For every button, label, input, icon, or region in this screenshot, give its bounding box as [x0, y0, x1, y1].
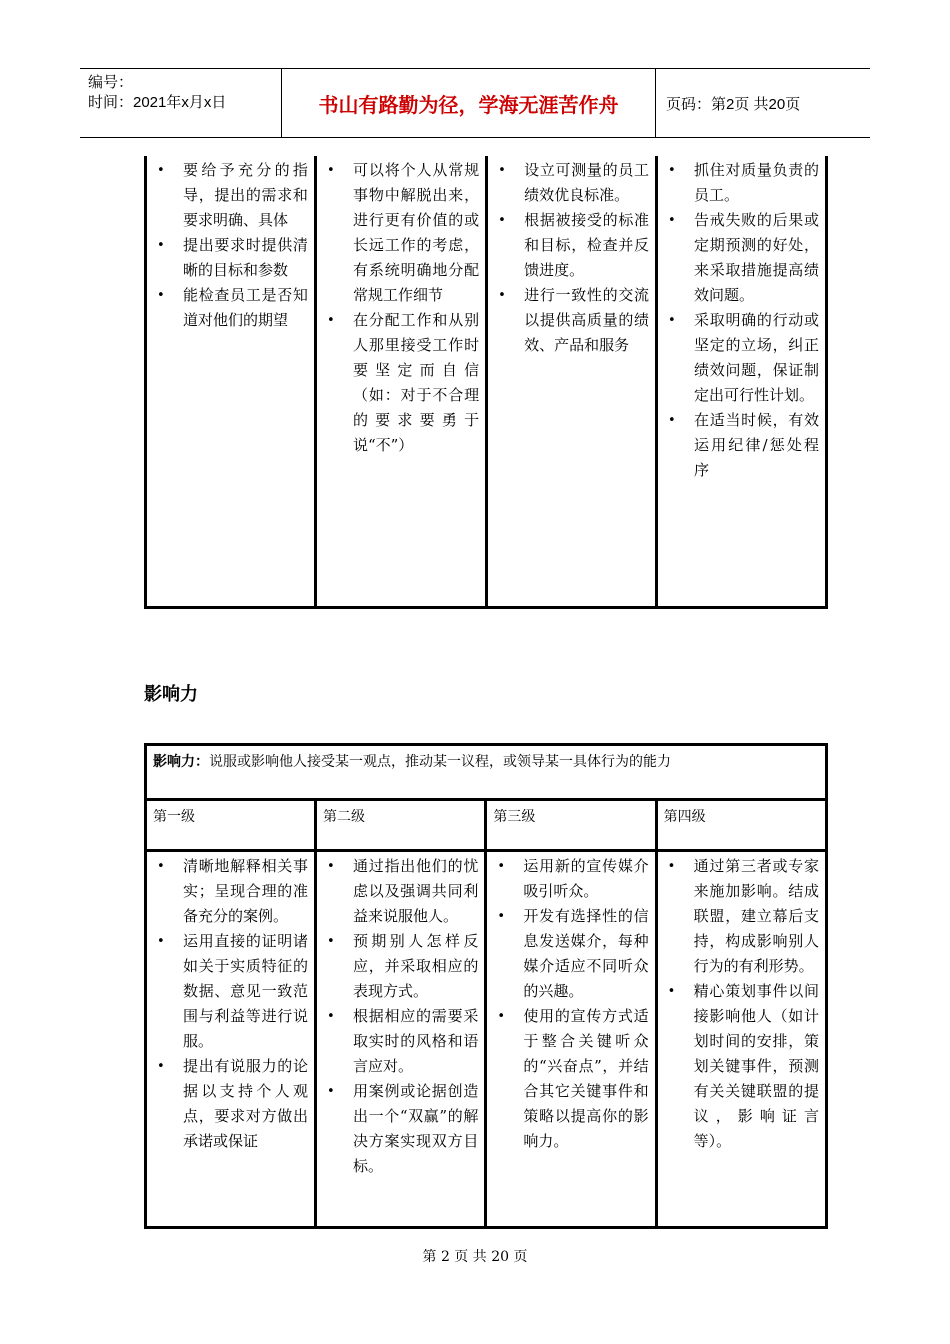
time-label: 时间：2021年x月x日 [88, 94, 227, 111]
table2-column [316, 851, 486, 1228]
bullet-item: • 提出有说服力的论据以支持个人观点，要求对方做出承诺或保证 [153, 1054, 308, 1154]
table2-column [486, 851, 656, 1228]
level-header: 第一级 [146, 800, 316, 851]
bullet-item: • 能检查员工是否知道对他们的期望 [153, 283, 308, 333]
influence-label: 影响力： [153, 754, 209, 770]
bullet-item: • 设立可测量的员工绩效优良标准。 [494, 158, 649, 208]
bullet-item: • 采取明确的行动或坚定的立场，纠正绩效问题，保证制定出可行性计划。 [664, 308, 819, 408]
bullet-item: • 抓住对质量负责的员工。 [664, 158, 819, 208]
bullet-item: • 根据相应的需要采取实时的风格和语言应对。 [323, 1004, 478, 1079]
bullet-item: • 运用新的宣传媒介吸引听众。 [493, 854, 648, 904]
level-header: 第三级 [486, 800, 656, 851]
bullet-item: • 用案例或论据创造出一个“双赢”的解决方案实现双方目标。 [323, 1079, 478, 1179]
page-footer: 第 2 页 共 20 页 [422, 1249, 528, 1265]
bullet-item: • 清晰地解释相关事实；呈现合理的准备充分的案例。 [153, 854, 308, 929]
level-header: 第二级 [316, 800, 486, 851]
table2-column [146, 851, 316, 1228]
influence-description [146, 745, 827, 800]
bullet-item: • 使用的宣传方式适于整合关键听众的“兴奋点”，并结合其它关键事件和策略以提高你的影响力。 [493, 1004, 648, 1154]
bullet-item: • 要给予充分的指导，提出的需求和要求明确、具体 [153, 158, 308, 233]
bullet-item: • 精心策划事件以间接影响他人（如计划时间的安排，策划关键事件，预测有关关键联盟的提议，影响证言等）。 [664, 979, 819, 1154]
bullet-item: • 根据被接受的标准和目标，检查并反馈进度。 [494, 208, 649, 283]
responsibility-table [144, 156, 828, 609]
bullet-item: • 通过第三者或专家来施加影响。结成联盟，建立幕后支持，构成影响别人行为的有利形势。 [664, 854, 819, 979]
bullet-item: • 通过指出他们的忧虑以及强调共同利益来说服他人。 [323, 854, 478, 929]
bullet-item: • 在适当时候，有效运用纪律/惩处程序 [664, 408, 819, 483]
number-label: 编号： [88, 74, 134, 91]
table1-column [657, 156, 827, 608]
bullet-item: • 进行一致性的交流以提供高质量的绩效、产品和服务 [494, 283, 649, 358]
page-header [80, 68, 870, 138]
bullet-item: • 开发有选择性的信息发送媒介，每种媒介适应不同听众的兴趣。 [493, 904, 648, 1004]
bullet-item: • 在分配工作和从别人那里接受工作时要坚定而自信（如：对于不合理的要求要勇于说“不”） [323, 308, 479, 458]
level-header: 第四级 [656, 800, 826, 851]
page-info: 页码：第2页 共20页 [666, 95, 801, 113]
motto: 书山有路勤为径，学海无涯苦作舟 [282, 69, 656, 137]
bullet-item: • 运用直接的证明诸如关于实质特征的数据、意见一致范围与利益等进行说服。 [153, 929, 308, 1054]
bullet-item: • 预期别人怎样反应，并采取相应的表现方式。 [323, 929, 478, 1004]
table1-column [487, 156, 657, 608]
influence-definition: 说服或影响他人接受某一观点，推动某一议程，或领导某一具体行为的能力 [209, 754, 671, 770]
bullet-item: • 告戒失败的后果或定期预测的好处，来采取措施提高绩效问题。 [664, 208, 819, 308]
bullet-item: • 提出要求时提供清晰的目标和参数 [153, 233, 308, 283]
table1-column [146, 156, 316, 608]
influence-table [144, 743, 828, 1229]
table1-column [315, 156, 486, 608]
header-meta [80, 69, 282, 137]
bullet-item: • 可以将个人从常规事物中解脱出来，进行更有价值的或长远工作的考虑，有系统明确地分配常规工作细节 [323, 158, 479, 308]
section-title: 影响力 [144, 684, 198, 705]
table2-column [656, 851, 826, 1228]
